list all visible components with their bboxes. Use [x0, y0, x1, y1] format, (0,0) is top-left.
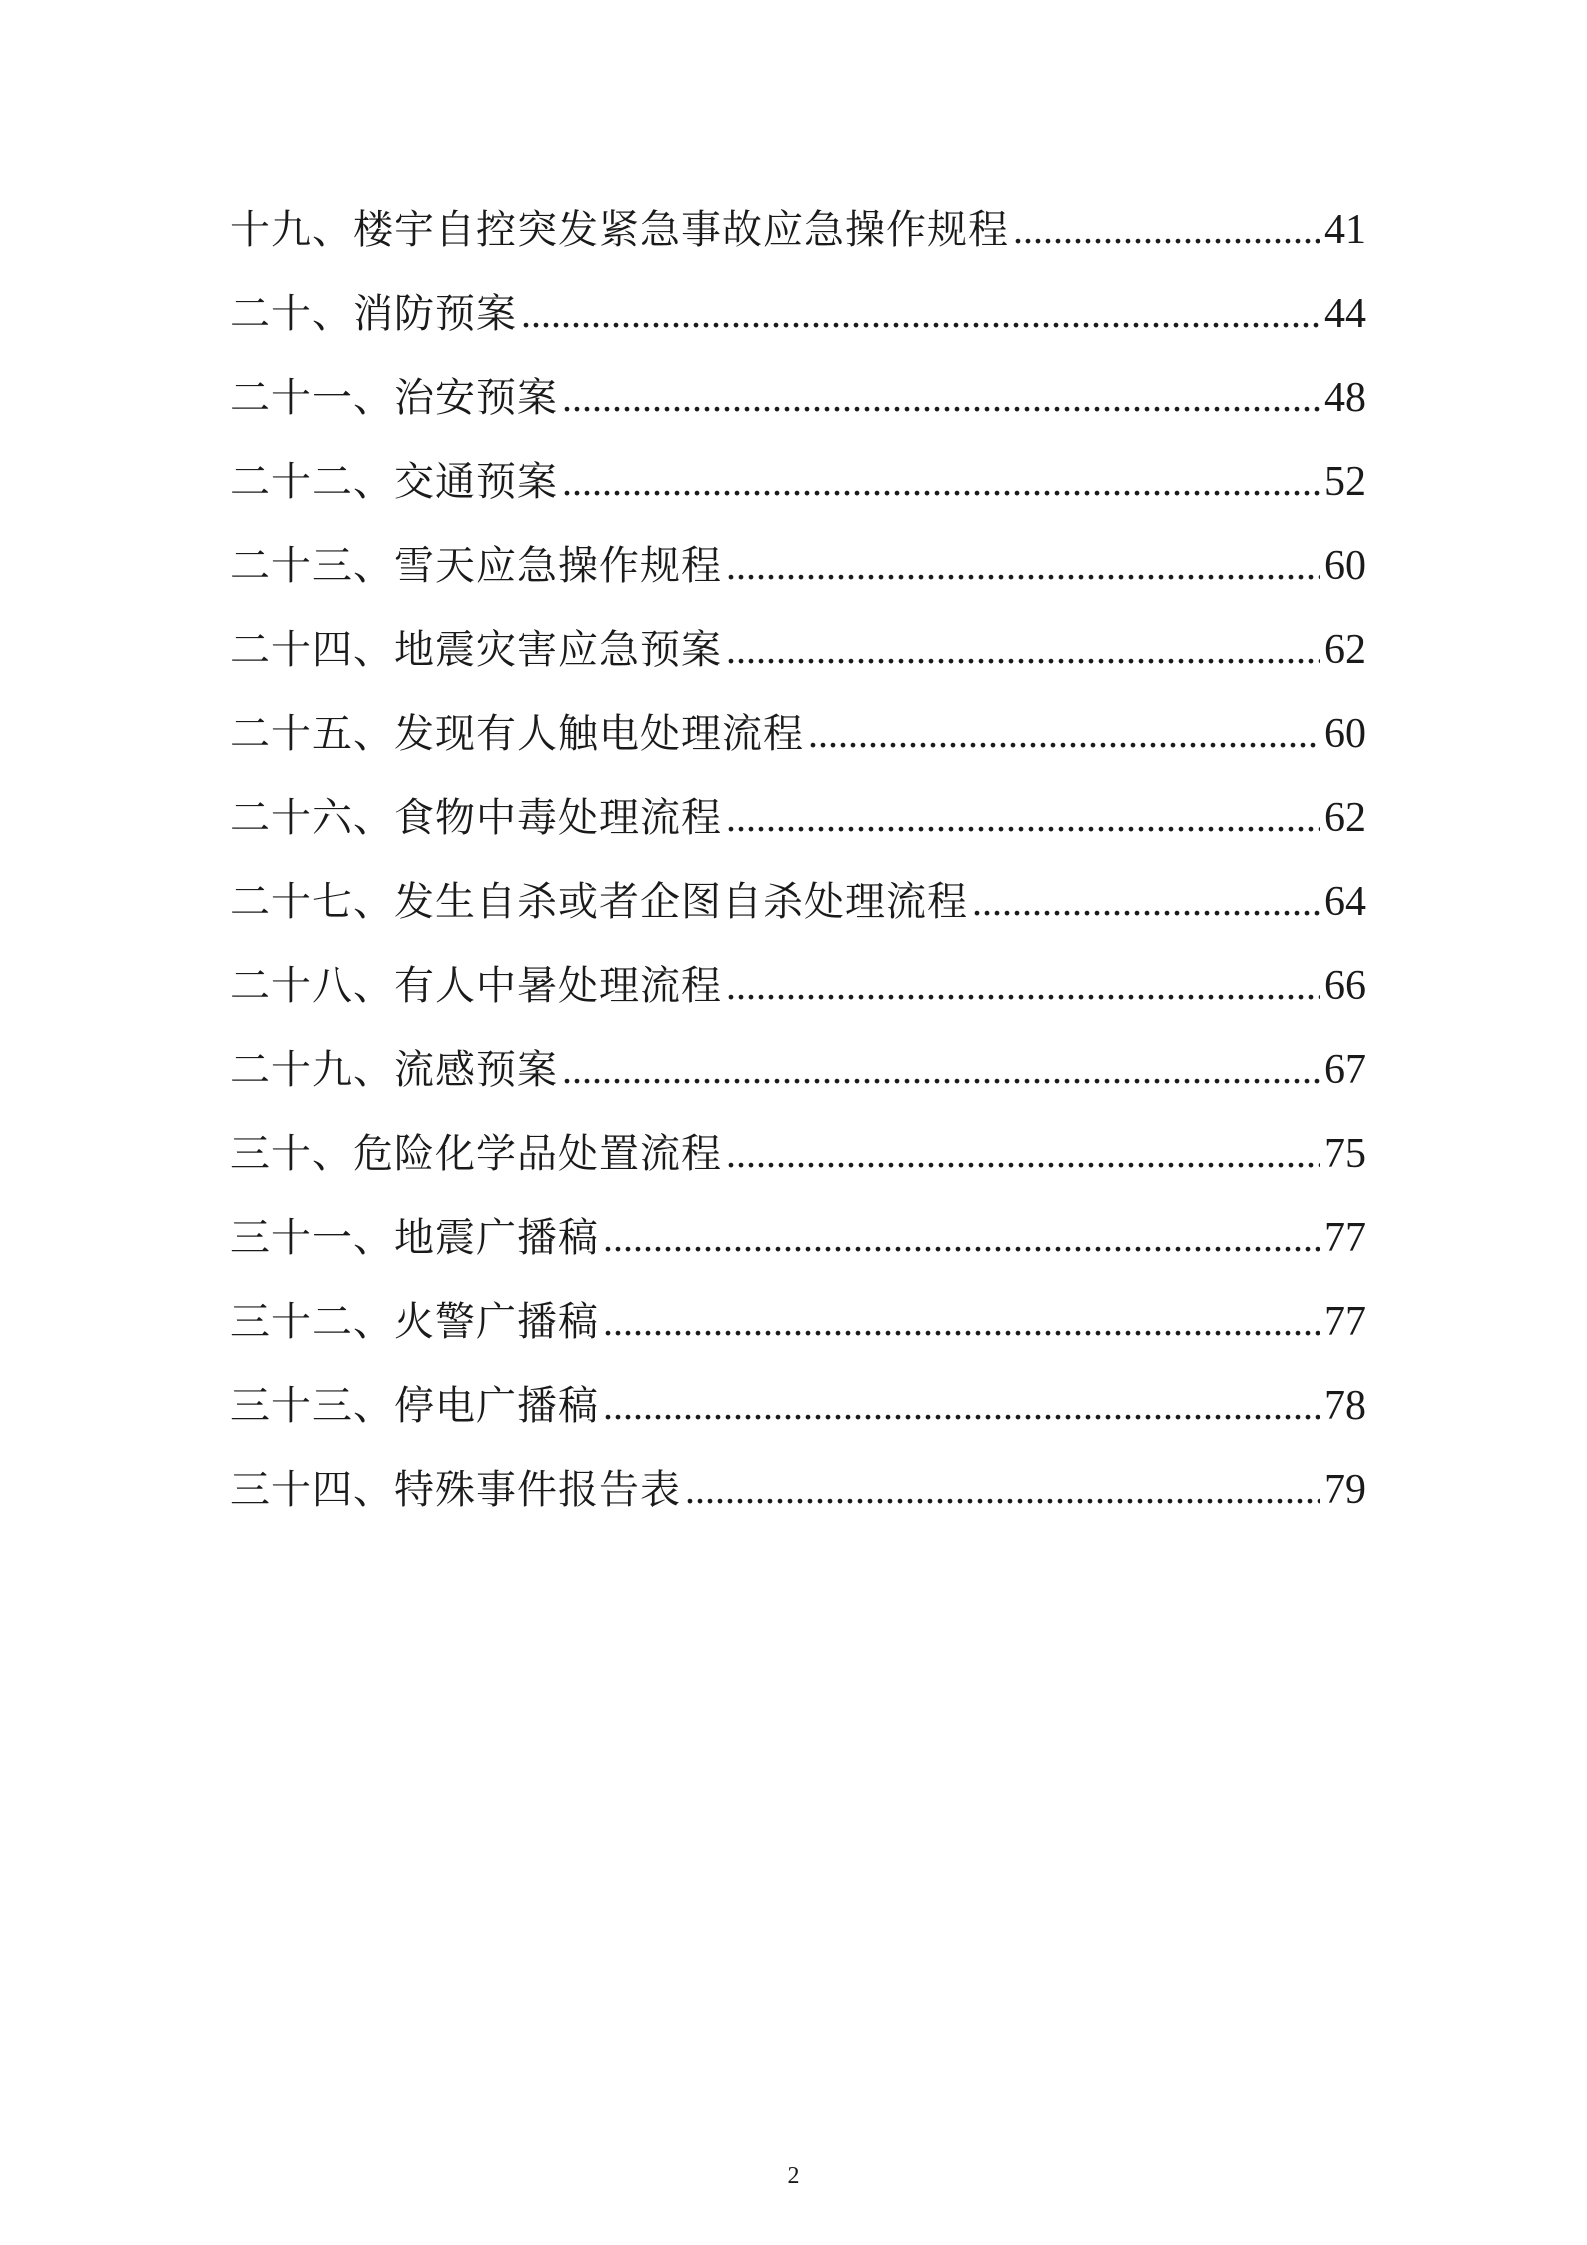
table-of-contents — [230, 200, 1366, 1544]
toc-entry-page: 60 — [1324, 543, 1366, 589]
toc-entry[interactable] — [230, 1040, 1366, 1124]
toc-entry-page: 66 — [1324, 963, 1366, 1009]
toc-entry-title: 二十七、发生自杀或者企图自杀处理流程 — [230, 879, 968, 925]
toc-dot-leader — [972, 872, 1320, 932]
toc-entry[interactable] — [230, 536, 1366, 620]
toc-dot-leader — [521, 284, 1320, 344]
toc-entry-page: 78 — [1324, 1383, 1366, 1429]
toc-entry-title: 二十四、地震灾害应急预案 — [230, 627, 722, 673]
toc-entry-title: 三十一、地震广播稿 — [230, 1215, 599, 1261]
toc-entry[interactable] — [230, 1376, 1366, 1460]
toc-entry-page: 64 — [1324, 879, 1366, 925]
toc-entry[interactable] — [230, 368, 1366, 452]
toc-entry-page: 52 — [1324, 459, 1366, 505]
toc-entry-page: 60 — [1324, 711, 1366, 757]
toc-entry-title: 二十一、治安预案 — [230, 375, 558, 421]
toc-dot-leader — [562, 1040, 1320, 1100]
toc-entry-page: 77 — [1324, 1299, 1366, 1345]
toc-entry-title: 二十八、有人中暑处理流程 — [230, 963, 722, 1009]
toc-entry[interactable] — [230, 1460, 1366, 1544]
toc-entry-page: 62 — [1324, 795, 1366, 841]
toc-entry[interactable] — [230, 1208, 1366, 1292]
toc-entry-title: 二十三、雪天应急操作规程 — [230, 543, 722, 589]
toc-entry-title: 十九、楼宇自控突发紧急事故应急操作规程 — [230, 207, 1009, 253]
toc-dot-leader — [726, 1124, 1320, 1184]
toc-dot-leader — [562, 452, 1320, 512]
toc-entry[interactable] — [230, 1124, 1366, 1208]
toc-entry[interactable] — [230, 452, 1366, 536]
toc-entry-title: 二十六、食物中毒处理流程 — [230, 795, 722, 841]
toc-dot-leader — [726, 620, 1320, 680]
toc-entry-page: 77 — [1324, 1215, 1366, 1261]
toc-entry-title: 二十五、发现有人触电处理流程 — [230, 711, 804, 757]
toc-entry[interactable] — [230, 620, 1366, 704]
toc-entry-page: 79 — [1324, 1467, 1366, 1513]
toc-entry-title: 二十、消防预案 — [230, 291, 517, 337]
toc-dot-leader — [603, 1376, 1320, 1436]
toc-entry[interactable] — [230, 1292, 1366, 1376]
toc-entry-title: 三十三、停电广播稿 — [230, 1383, 599, 1429]
toc-entry[interactable] — [230, 872, 1366, 956]
toc-entry[interactable] — [230, 200, 1366, 284]
toc-entry-title: 二十二、交通预案 — [230, 459, 558, 505]
toc-entry-page: 67 — [1324, 1047, 1366, 1093]
toc-entry[interactable] — [230, 956, 1366, 1040]
toc-entry-page: 62 — [1324, 627, 1366, 673]
toc-dot-leader — [685, 1460, 1320, 1520]
toc-entry-page: 75 — [1324, 1131, 1366, 1177]
toc-entry-title: 三十、危险化学品处置流程 — [230, 1131, 722, 1177]
toc-entry-page: 48 — [1324, 375, 1366, 421]
toc-dot-leader — [562, 368, 1320, 428]
toc-dot-leader — [603, 1208, 1320, 1268]
toc-entry[interactable] — [230, 284, 1366, 368]
toc-entry-title: 二十九、流感预案 — [230, 1047, 558, 1093]
toc-entry-page: 41 — [1324, 207, 1366, 253]
page-number: 2 — [787, 2163, 800, 2189]
toc-dot-leader — [726, 788, 1320, 848]
toc-dot-leader — [726, 956, 1320, 1016]
toc-entry-title: 三十四、特殊事件报告表 — [230, 1467, 681, 1513]
toc-dot-leader — [603, 1292, 1320, 1352]
toc-entry[interactable] — [230, 704, 1366, 788]
toc-entry-page: 44 — [1324, 291, 1366, 337]
toc-dot-leader — [726, 536, 1320, 596]
toc-entry-title: 三十二、火警广播稿 — [230, 1299, 599, 1345]
toc-dot-leader — [1013, 200, 1320, 260]
toc-dot-leader — [808, 704, 1320, 764]
toc-entry[interactable] — [230, 788, 1366, 872]
